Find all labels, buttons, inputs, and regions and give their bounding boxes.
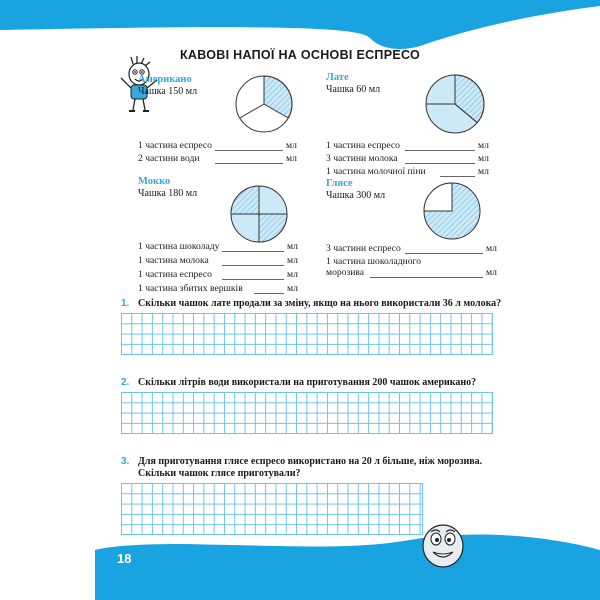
cartoon-boy-illustration	[115, 56, 163, 114]
mocha-row-1: 1 частина шоколаду	[138, 241, 220, 252]
glace-name: Глясе	[326, 178, 353, 189]
mocha-name: Мокко	[138, 176, 171, 187]
latte-answer-1[interactable]	[405, 150, 475, 151]
mocha-unit-4: мл	[287, 283, 298, 294]
mocha-pie-chart	[229, 184, 289, 244]
americano-answer-1[interactable]	[215, 150, 283, 151]
latte-cup-size: Чашка 60 мл	[326, 84, 381, 95]
americano-unit-2: мл	[286, 153, 297, 164]
question-3-text-line-2: Скільки чашок глясе приготували?	[138, 468, 301, 479]
americano-row-1: 1 частина еспресо	[138, 140, 212, 151]
americano-cup-size: Чашка 150 мл	[138, 86, 198, 97]
mocha-answer-2[interactable]	[222, 265, 284, 266]
page-number: 18	[117, 551, 132, 566]
question-3-number: 3.	[121, 456, 130, 467]
glace-answer-1[interactable]	[405, 253, 483, 254]
latte-unit-1: мл	[478, 140, 489, 151]
americano-unit-1: мл	[286, 140, 297, 151]
question-1-answer-grid[interactable]	[121, 313, 493, 355]
mocha-row-4: 1 частина збитих вершків	[138, 283, 243, 294]
latte-row-2: 3 частини молока	[326, 153, 398, 164]
page-title: КАВОВІ НАПОЇ НА ОСНОВІ ЕСПРЕСО	[179, 48, 421, 62]
question-3-answer-grid[interactable]	[121, 483, 423, 535]
glace-row-3: морозива	[326, 267, 365, 278]
americano-answer-2[interactable]	[215, 163, 283, 164]
mocha-unit-2: мл	[287, 255, 298, 266]
glace-row-2: 1 частина шоколадного	[326, 256, 422, 267]
mocha-pie-hatched-quarter-2	[259, 214, 287, 242]
mocha-answer-4[interactable]	[254, 293, 284, 294]
americano-pie-chart	[234, 74, 294, 134]
latte-name: Лате	[326, 72, 349, 83]
latte-pie-chart	[424, 73, 486, 135]
smiley-face-icon	[421, 523, 465, 569]
mocha-row-3: 1 частина еспресо	[138, 269, 212, 280]
latte-row-3: 1 частина молочної піни	[326, 166, 426, 177]
glace-unit-2: мл	[486, 267, 497, 278]
latte-answer-3[interactable]	[440, 176, 475, 177]
glace-pie-white-quarter	[424, 183, 452, 211]
latte-unit-2: мл	[478, 153, 489, 164]
glace-answer-2[interactable]	[370, 277, 483, 278]
americano-name: Американо	[138, 74, 192, 85]
mocha-row-2: 1 частина молока	[138, 255, 209, 266]
latte-row-1: 1 частина еспресо	[326, 140, 400, 151]
latte-unit-3: мл	[478, 166, 489, 177]
question-2-number: 2.	[121, 377, 130, 388]
mocha-pie-hatched-quarter	[231, 186, 259, 214]
question-2-answer-grid[interactable]	[121, 392, 493, 434]
mocha-cup-size: Чашка 180 мл	[138, 188, 198, 199]
question-1-text: Скільки чашок лате продали за зміну, якщо на нього використали 36 л молока?	[138, 298, 502, 309]
mocha-unit-1: мл	[287, 241, 298, 252]
mocha-answer-3[interactable]	[222, 279, 284, 280]
americano-row-2: 2 частини води	[138, 153, 200, 164]
glace-row-1: 3 частини еспресо	[326, 243, 401, 254]
latte-answer-2[interactable]	[405, 163, 475, 164]
question-3-text-line-1: Для приготування глясе еспресо використано на 20 л більше, ніж морозива.	[138, 456, 483, 467]
glace-pie-chart	[422, 181, 482, 241]
glace-unit-1: мл	[486, 243, 497, 254]
mocha-answer-1[interactable]	[222, 251, 284, 252]
mocha-unit-3: мл	[287, 269, 298, 280]
question-2-text: Скільки літрів води використали на приготування 200 чашок американо?	[138, 377, 477, 388]
glace-cup-size: Чашка 300 мл	[326, 190, 386, 201]
question-1-number: 1.	[121, 298, 130, 309]
